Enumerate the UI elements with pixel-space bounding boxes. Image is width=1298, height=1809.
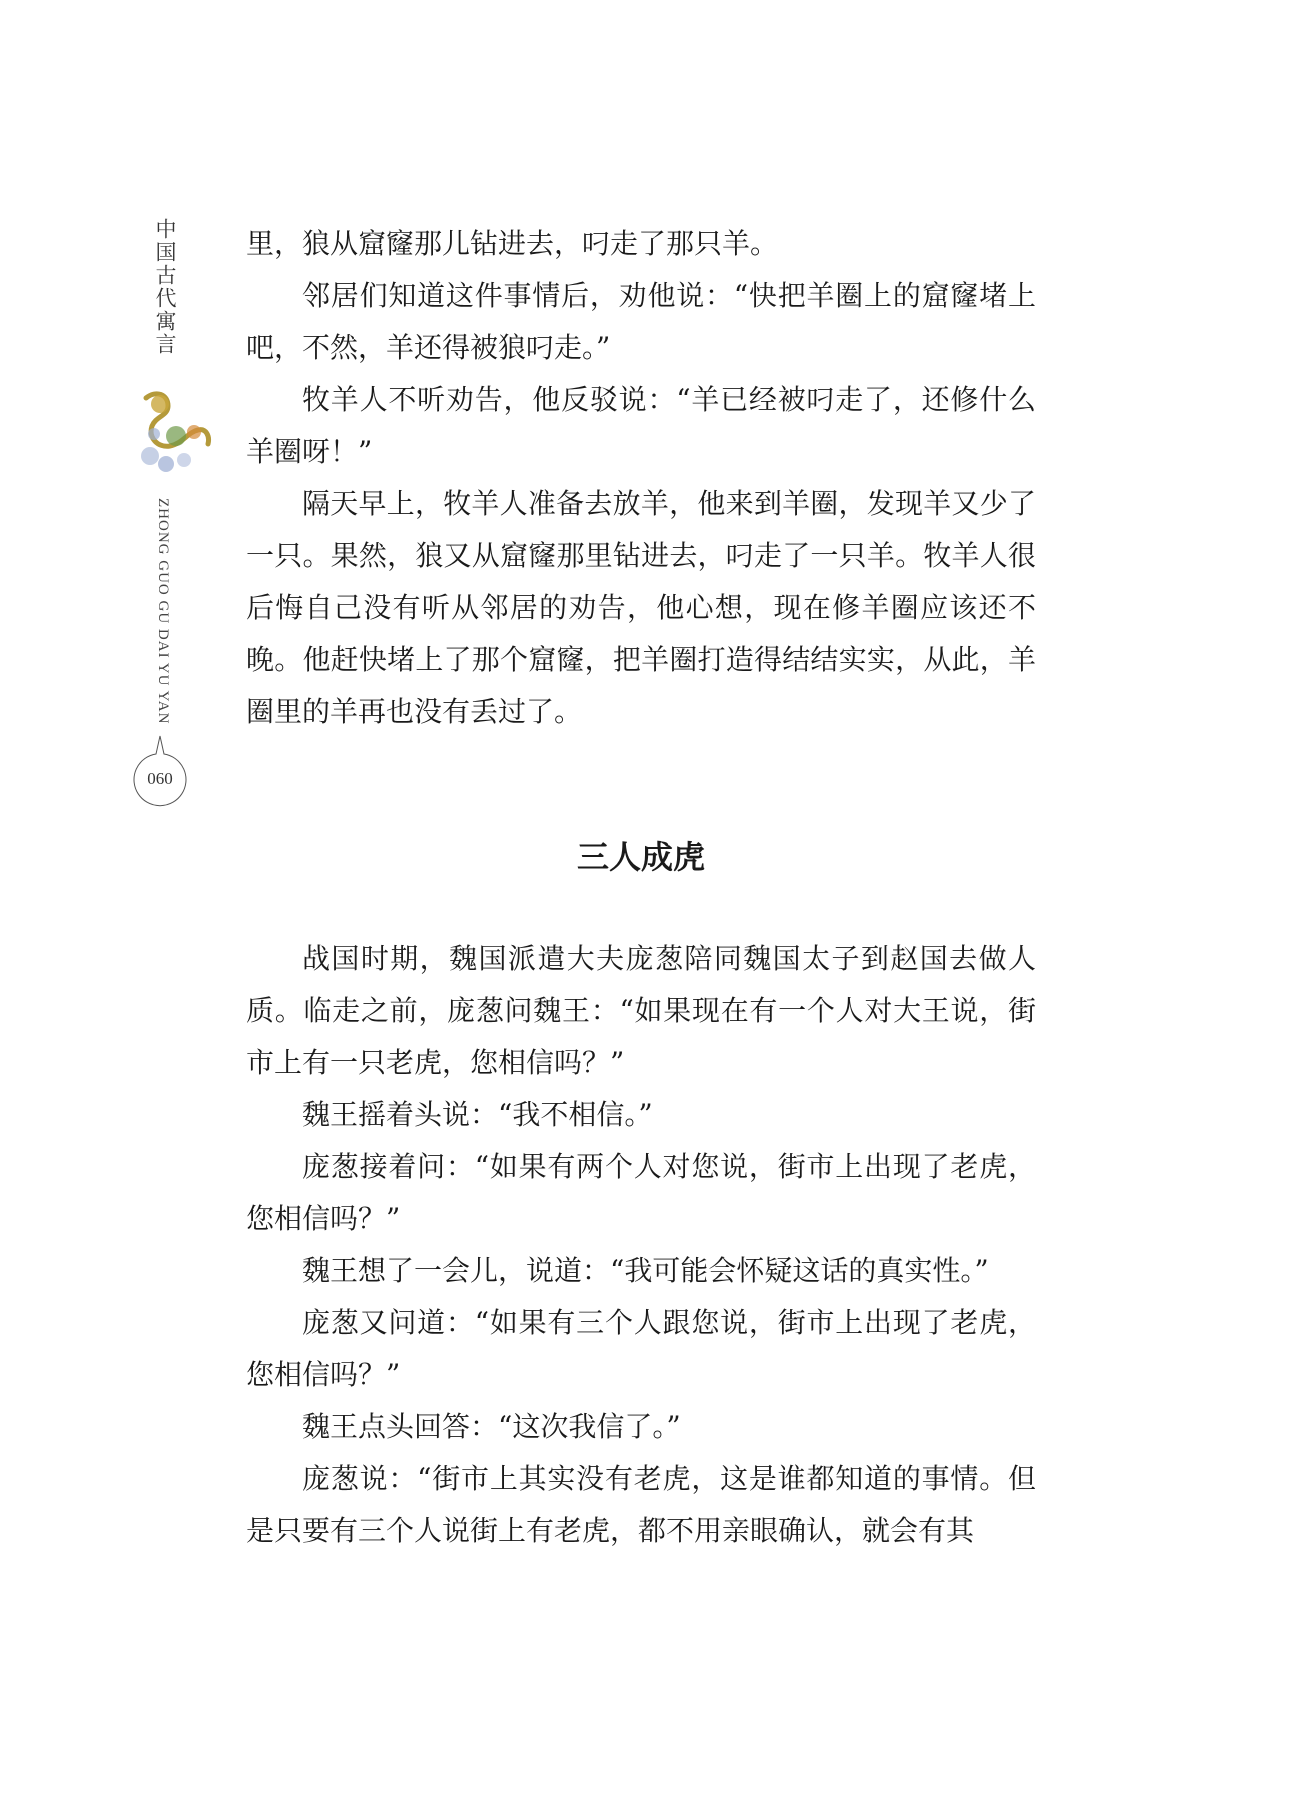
dragon-icon — [138, 386, 212, 476]
page-number: 060 — [147, 769, 173, 788]
paragraph: 魏王摇着头说：“我不相信。” — [302, 1098, 653, 1131]
page-number-badge — [132, 752, 188, 808]
paragraph: 邻居们知道这件事情后，劝他说：“快把羊圈上的窟窿堵上吧，不然，羊还得被狼叼走。” — [246, 279, 1036, 364]
paragraph: 魏王点头回答：“这次我信了。” — [302, 1410, 681, 1443]
book-title-chinese: 中国古代寓言 — [153, 218, 177, 356]
paragraph: 庞葱又问道：“如果有三个人跟您说，街市上出现了老虎，您相信吗？” — [246, 1306, 1036, 1391]
story2-text — [246, 933, 1036, 1557]
paragraph: 里，狼从窟窿那儿钻进去，叼走了那只羊。 — [246, 227, 779, 260]
paragraph: 魏王想了一会儿，说道：“我可能会怀疑这话的真实性。” — [302, 1254, 989, 1287]
paragraph: 战国时期，魏国派遣大夫庞葱陪同魏国太子到赵国去做人质。临走之前，庞葱问魏王：“如果现在有一个人对大王说，街市上有一只老虎，您相信吗？” — [246, 942, 1036, 1079]
book-title-pinyin: ZHONG GUO GU DAI YU YAN — [155, 498, 171, 725]
paragraph: 隔天早上，牧羊人准备去放羊，他来到羊圈，发现羊又少了一只。果然，狼又从窟窿那里钻进去，叼走了一只羊。牧羊人很后悔自己没有听从邻居的劝告，他心想，现在修羊圈应该还不晚。他赶快堵上了那个窟窿，把羊圈打造得结结实实，从此，羊圈里的羊再也没有丢过了。 — [246, 487, 1036, 728]
paragraph: 庞葱说：“街市上其实没有老虎，这是谁都知道的事情。但是只要有三个人说街上有老虎，都不用亲眼确认，就会有其 — [246, 1462, 1036, 1547]
paragraph: 牧羊人不听劝告，他反驳说：“羊已经被叼走了，还修什么羊圈呀！” — [246, 383, 1036, 468]
paragraph: 庞葱接着问：“如果有两个人对您说，街市上出现了老虎，您相信吗？” — [246, 1150, 1036, 1235]
story1-text — [246, 218, 1036, 738]
story-title: 三人成虎 — [576, 838, 705, 876]
